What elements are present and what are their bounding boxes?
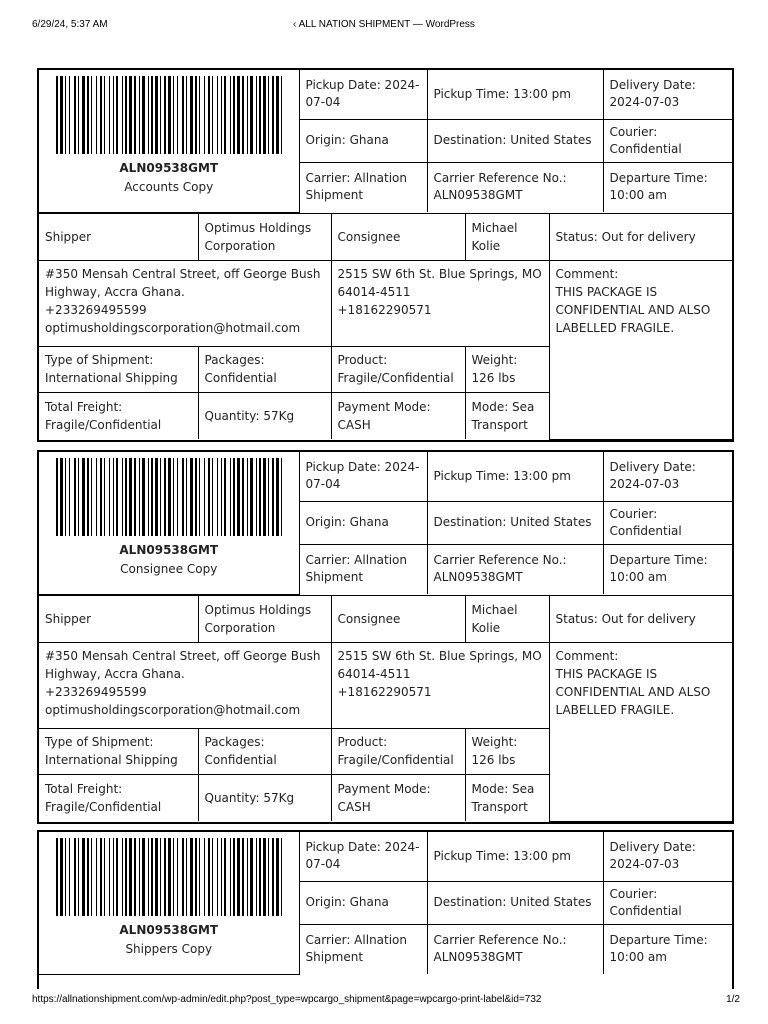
origin: Origin: Ghana xyxy=(299,881,427,924)
copy-label: Consignee Copy xyxy=(120,562,218,576)
label-header-table xyxy=(39,832,732,975)
comment-block: Comment: THIS PACKAGE IS CONFIDENTIAL AND ALSO LABELLED FRAGILE. xyxy=(549,260,732,439)
shipping-label-shippers xyxy=(37,830,734,989)
departure-time: Departure Time: 10:00 am xyxy=(603,544,732,594)
comment-block: Comment: THIS PACKAGE IS CONFIDENTIAL AND ALSO LABELLED FRAGILE. xyxy=(549,642,732,821)
carrier-reference: Carrier Reference No.: ALN09538GMT xyxy=(427,162,603,212)
shipment-type: Type of Shipment: International Shipping xyxy=(39,346,198,392)
pickup-time: Pickup Time: 13:00 pm xyxy=(427,452,603,501)
shipper-address-block: #350 Mensah Central Street, off George Bush Highway, Accra Ghana. +233269495599 optimusholdingscorporation@hotmail.com xyxy=(39,642,331,728)
shipment-details-table xyxy=(39,595,732,822)
carrier: Carrier: Allnation Shipment xyxy=(299,544,427,594)
carrier: Carrier: Allnation Shipment xyxy=(299,162,427,212)
weight: Weight: 126 lbs xyxy=(465,346,549,392)
transport-mode: Mode: Sea Transport xyxy=(465,392,549,439)
shipper-name: Optimus Holdings Corporation xyxy=(198,213,331,260)
shipper-address-block: #350 Mensah Central Street, off George Bush Highway, Accra Ghana. +233269495599 optimusholdingscorporation@hotmail.com xyxy=(39,260,331,346)
delivery-date: Delivery Date: 2024-07-03 xyxy=(603,452,732,501)
consignee-name: Michael Kolie xyxy=(465,213,549,260)
carrier-reference: Carrier Reference No.: ALN09538GMT xyxy=(427,544,603,594)
print-page-title: ‹ ALL NATION SHIPMENT — WordPress xyxy=(293,19,475,30)
pickup-time: Pickup Time: 13:00 pm xyxy=(427,70,603,119)
barcode-image xyxy=(56,838,282,916)
origin: Origin: Ghana xyxy=(299,119,427,162)
barcode-section xyxy=(39,832,299,974)
transport-mode: Mode: Sea Transport xyxy=(465,774,549,821)
payment-mode: Payment Mode: CASH xyxy=(331,392,465,439)
shipment-details-table xyxy=(39,213,732,440)
quantity: Quantity: 57Kg xyxy=(198,392,331,439)
print-footer xyxy=(0,994,768,1008)
carrier: Carrier: Allnation Shipment xyxy=(299,924,427,974)
consignee-name: Michael Kolie xyxy=(465,595,549,642)
packages: Packages: Confidential xyxy=(198,346,331,392)
destination: Destination: United States xyxy=(427,119,603,162)
total-freight: Total Freight: Fragile/Confidential xyxy=(39,774,198,821)
delivery-date: Delivery Date: 2024-07-03 xyxy=(603,832,732,881)
carrier-reference: Carrier Reference No.: ALN09538GMT xyxy=(427,924,603,974)
tracking-number: ALN09538GMT xyxy=(119,923,219,937)
product: Product: Fragile/Confidential xyxy=(331,728,465,774)
status: Status: Out for delivery xyxy=(549,213,732,260)
tracking-number: ALN09538GMT xyxy=(119,161,219,175)
status: Status: Out for delivery xyxy=(549,595,732,642)
barcode-section xyxy=(39,452,299,594)
origin: Origin: Ghana xyxy=(299,501,427,544)
consignee-address-block: 2515 SW 6th St. Blue Springs, MO 64014-4511 +18162290571 xyxy=(331,642,549,728)
packages: Packages: Confidential xyxy=(198,728,331,774)
quantity: Quantity: 57Kg xyxy=(198,774,331,821)
weight: Weight: 126 lbs xyxy=(465,728,549,774)
shipment-type: Type of Shipment: International Shipping xyxy=(39,728,198,774)
shipper-label: Shipper xyxy=(39,595,198,642)
courier: Courier: Confidential xyxy=(603,501,732,544)
barcode-section xyxy=(39,70,299,212)
destination: Destination: United States xyxy=(427,881,603,924)
shipper-label: Shipper xyxy=(39,213,198,260)
pickup-date: Pickup Date: 2024-07-04 xyxy=(299,832,427,881)
pickup-date: Pickup Date: 2024-07-04 xyxy=(299,452,427,501)
label-header-table xyxy=(39,452,732,595)
consignee-address-block: 2515 SW 6th St. Blue Springs, MO 64014-4511 +18162290571 xyxy=(331,260,549,346)
departure-time: Departure Time: 10:00 am xyxy=(603,924,732,974)
print-url: https://allnationshipment.com/wp-admin/edit.php?post_type=wpcargo_shipment&page=wpcargo-print-label&id=732 xyxy=(32,994,542,1005)
shipping-label-consignee xyxy=(37,450,734,824)
shipper-name: Optimus Holdings Corporation xyxy=(198,595,331,642)
total-freight: Total Freight: Fragile/Confidential xyxy=(39,392,198,439)
payment-mode: Payment Mode: CASH xyxy=(331,774,465,821)
product: Product: Fragile/Confidential xyxy=(331,346,465,392)
consignee-label: Consignee xyxy=(331,595,465,642)
copy-label: Shippers Copy xyxy=(125,942,213,956)
delivery-date: Delivery Date: 2024-07-03 xyxy=(603,70,732,119)
destination: Destination: United States xyxy=(427,501,603,544)
pickup-time: Pickup Time: 13:00 pm xyxy=(427,832,603,881)
copy-label: Accounts Copy xyxy=(124,180,214,194)
print-datetime: 6/29/24, 5:37 AM xyxy=(32,19,108,30)
courier: Courier: Confidential xyxy=(603,881,732,924)
shipping-label-accounts xyxy=(37,68,734,442)
pickup-date: Pickup Date: 2024-07-04 xyxy=(299,70,427,119)
barcode-image xyxy=(56,458,282,536)
consignee-label: Consignee xyxy=(331,213,465,260)
tracking-number: ALN09538GMT xyxy=(119,543,219,557)
departure-time: Departure Time: 10:00 am xyxy=(603,162,732,212)
print-header xyxy=(0,19,768,33)
label-header-table xyxy=(39,70,732,213)
barcode-image xyxy=(56,76,282,154)
courier: Courier: Confidential xyxy=(603,119,732,162)
print-page-number: 1/2 xyxy=(726,994,740,1005)
